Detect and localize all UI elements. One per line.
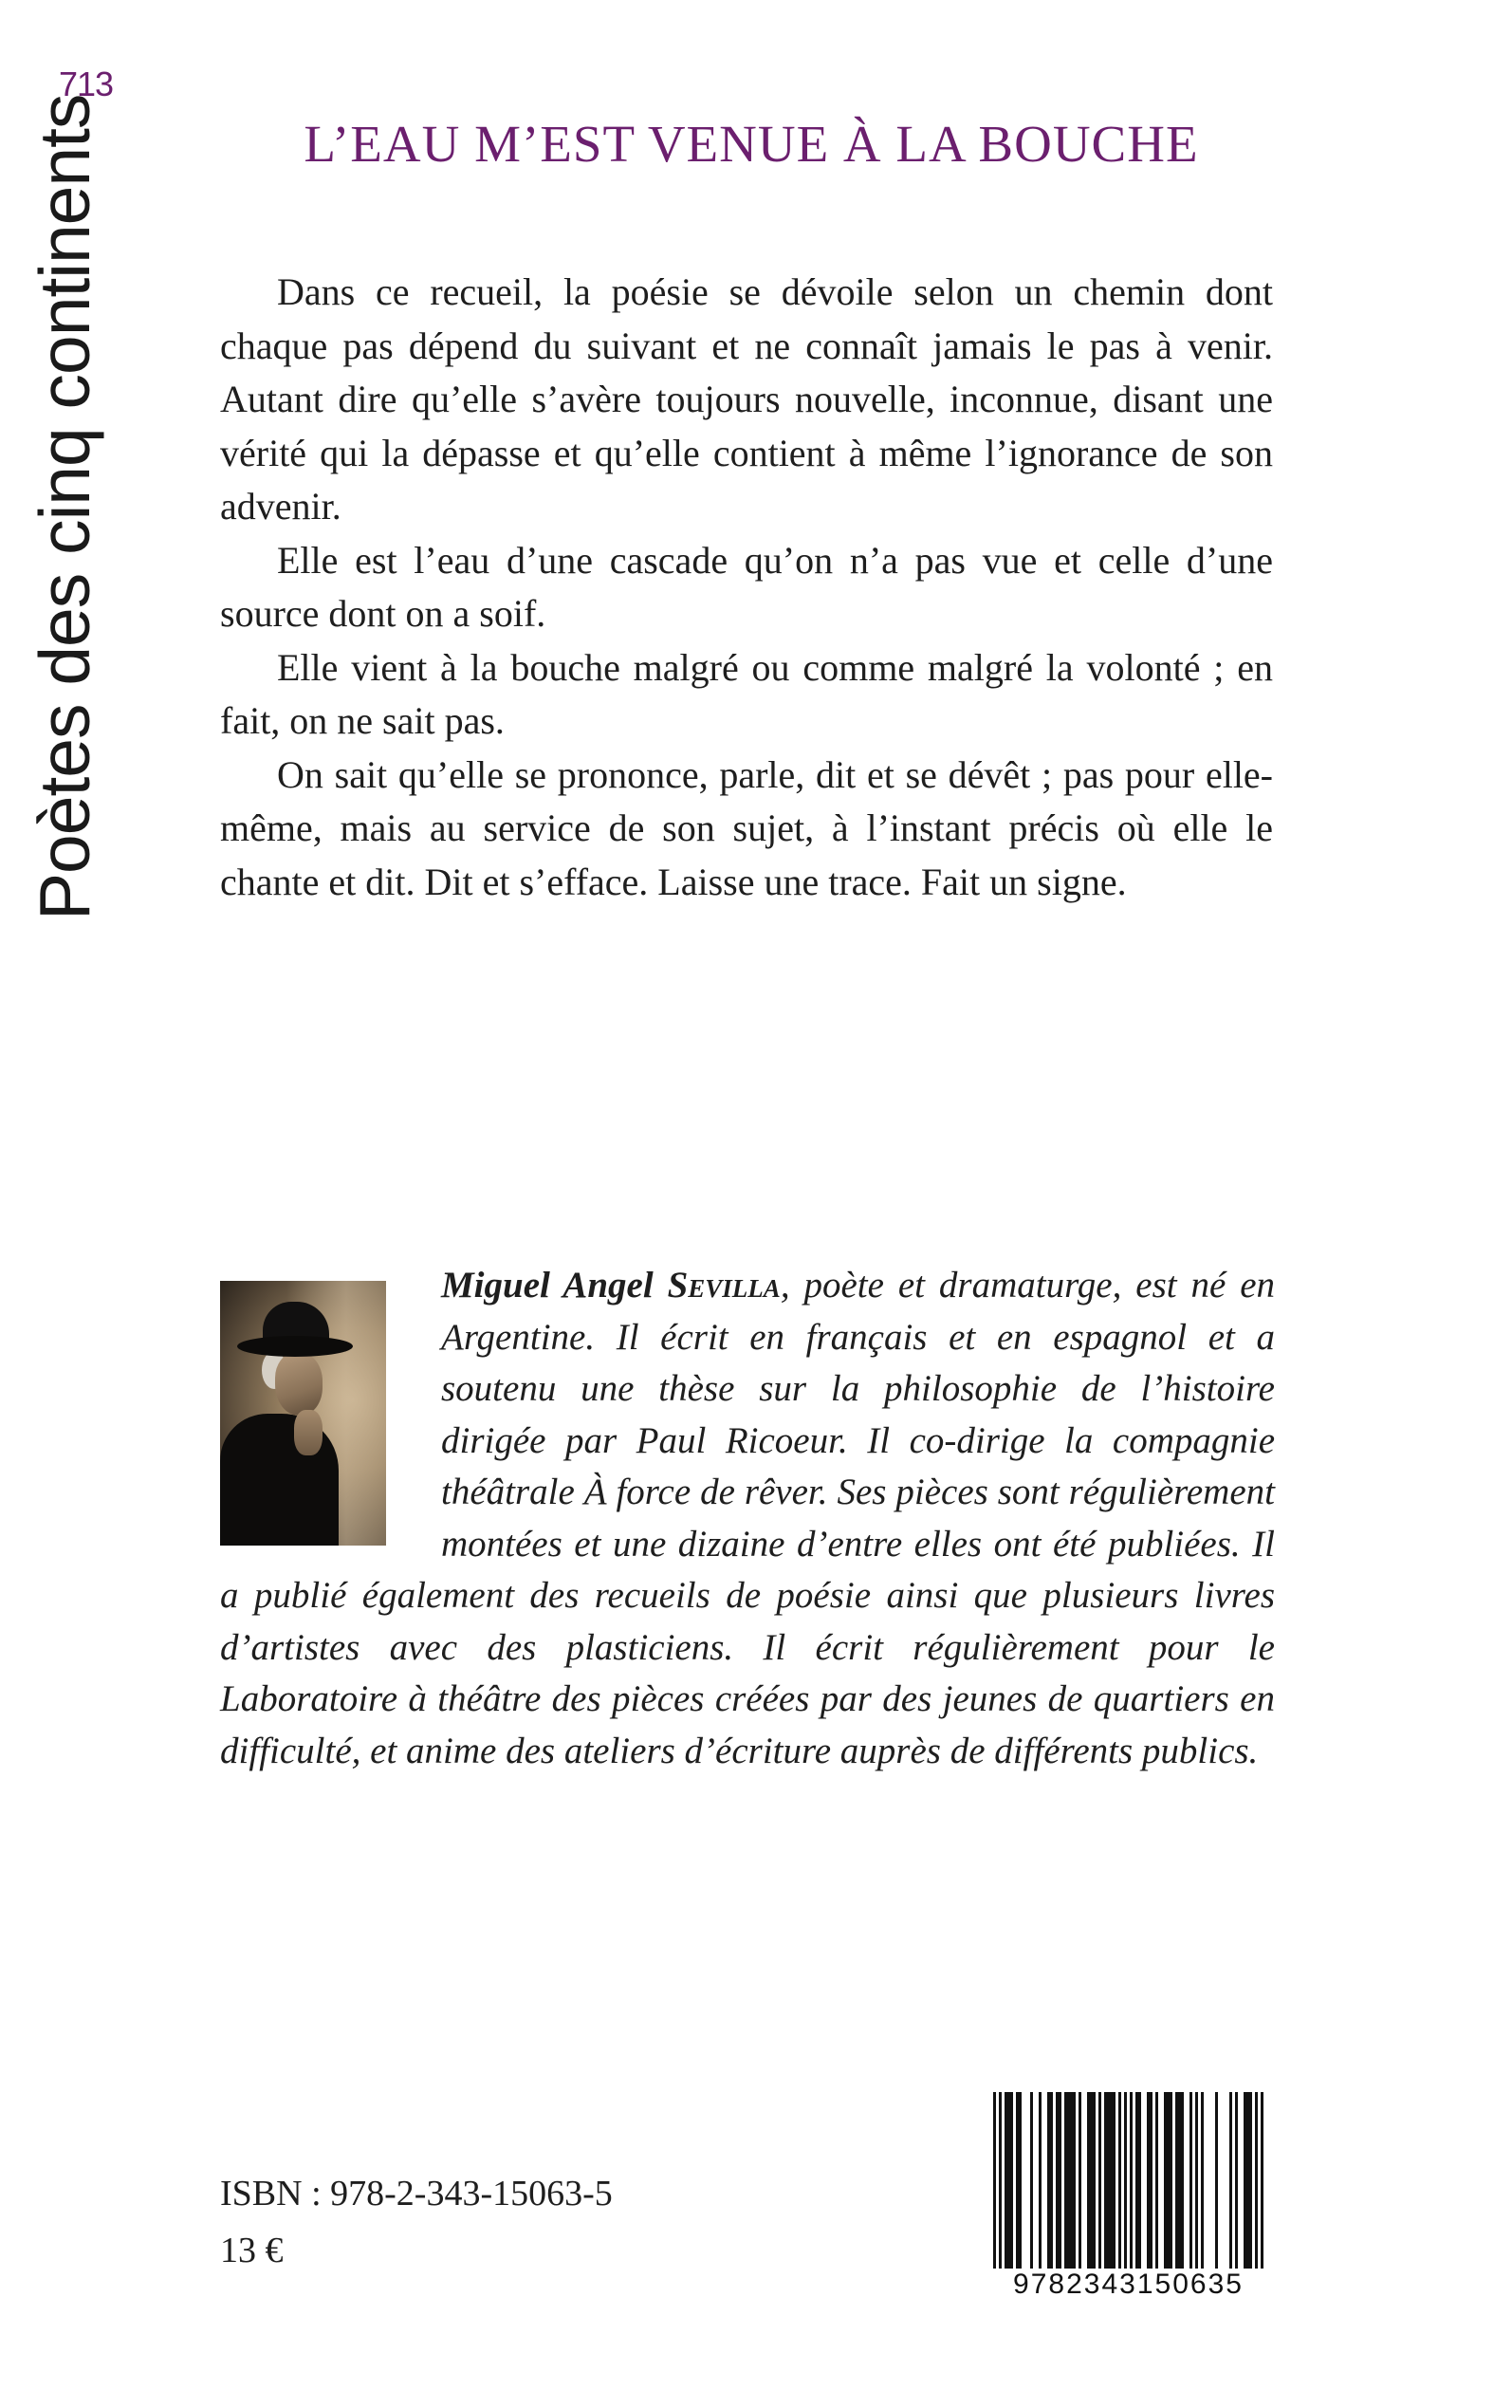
blurb-paragraph: Elle est l’eau d’une cascade qu’on n’a pas vue et celle d’une source dont on a soif. [220,538,1273,635]
barcode-bar [1079,2092,1081,2269]
barcode-bar [1070,2092,1073,2269]
barcode-bar [1147,2092,1150,2269]
barcode-digits: 9782343150635 [1013,2269,1244,2300]
barcode-bar [1201,2092,1204,2269]
barcode-bar [1073,2092,1076,2269]
barcode-bar [1189,2092,1192,2269]
barcode-bar [1246,2092,1249,2269]
barcode-bar [1261,2092,1263,2269]
barcode-bar [1181,2092,1184,2269]
author-section [220,1260,1275,1777]
barcode-bar [1030,2092,1033,2269]
isbn: ISBN : 978-2-343-15063-5 [220,2174,613,2214]
barcode-bar [1155,2092,1158,2269]
barcode-bar [1244,2092,1246,2269]
barcode-bar [1104,2092,1107,2269]
barcode-bar [1005,2092,1007,2269]
barcode-bar [1138,2092,1141,2269]
barcode-bar [1007,2092,1010,2269]
barcode-bar [1235,2092,1238,2269]
barcode-bar [1016,2092,1019,2269]
barcode-bar [1118,2092,1121,2269]
barcode-bar [1056,2092,1059,2269]
barcode-bar [1167,2092,1170,2269]
barcode-bar [1093,2092,1096,2269]
barcode-bar [1087,2092,1090,2269]
barcode-bar [1150,2092,1152,2269]
photo-hand-shape [294,1410,323,1455]
barcode-bar [999,2092,1002,2269]
barcode-bar [1249,2092,1252,2269]
barcode-bar [1010,2092,1013,2269]
barcode-bar [1110,2092,1113,2269]
barcode-bar [1064,2092,1067,2269]
barcode-bar [1130,2092,1133,2269]
barcode-bar [1229,2092,1232,2269]
photo-hat-brim [237,1336,353,1357]
barcode-bar [1124,2092,1127,2269]
blurb-paragraph: On sait qu’elle se prononce, parle, dit et se dévêt ; pas pour elle-même, mais au service de son sujet, à l’instant précis où elle le chante et dit. Dit et s’efface. Laisse une trace. Fait un signe. [220,752,1273,903]
book-title: L’EAU M’EST VENUE À LA BOUCHE [304,115,1199,173]
series-number: 713 [59,65,114,103]
barcode-bar [1107,2092,1110,2269]
barcode-bar [1175,2092,1178,2269]
barcode-bar [1067,2092,1070,2269]
author-first-name: Miguel Angel [441,1265,654,1306]
barcode-bar [1255,2092,1258,2269]
price: 13 € [220,2231,284,2270]
barcode-bar [1170,2092,1172,2269]
author-surname: Sevilla [667,1265,781,1306]
barcode-bar [1098,2092,1101,2269]
barcode-bar [1164,2092,1167,2269]
barcode-bar [1215,2092,1218,2269]
blurb-paragraph: Dans ce recueil, la poésie se dévoile selon un chemin dont chaque pas dépend du suivant et ne connaît jamais le pas à venir. Autant dire qu’elle s’avère toujours nouvelle, inconnue, disant une vérité qui la dépasse et qu’elle contient à même l’ignorance de son advenir. [220,270,1273,528]
barcode-bar [1195,2092,1198,2269]
barcode-bar [1113,2092,1116,2269]
barcode-bars [984,2092,1273,2269]
barcode-bar [993,2092,996,2269]
photo-face-shape [275,1353,323,1416]
blurb [220,266,1273,909]
barcode-bar [1050,2092,1053,2269]
barcode-bar [1019,2092,1022,2269]
barcode [984,2092,1273,2320]
barcode-bar [1090,2092,1093,2269]
barcode-bar [1135,2092,1138,2269]
author-photo [220,1281,386,1546]
barcode-bar [1059,2092,1061,2269]
series-name: Poètes des cinq continents [25,94,104,920]
barcode-bar [1047,2092,1050,2269]
author-bio-text: , poète et dramaturge, est né en Argentine. Il écrit en français et en espagnol et a soutenu une thèse sur la philosophie de l’histoire dirigée par Paul Ricoeur. Il co-dirige la compagnie théâtrale À force de rêver. Ses pièces sont régulièrement montées et une dizaine d’entre elles ont été publiées. Il a publié également des recueils de poésie ainsi que plusieurs livres d’artistes avec des plasticiens. Il écrit régulièrement pour le Laboratoire à théâtre des pièces créées par des jeunes de quartiers en difficulté, et anime des ateliers d’écriture auprès de différents publics. [220,1265,1276,1771]
barcode-bar [1178,2092,1181,2269]
barcode-bar [1039,2092,1042,2269]
blurb-paragraph: Elle vient à la bouche malgré ou comme malgré la volonté ; en fait, on ne sait pas. [220,645,1273,742]
